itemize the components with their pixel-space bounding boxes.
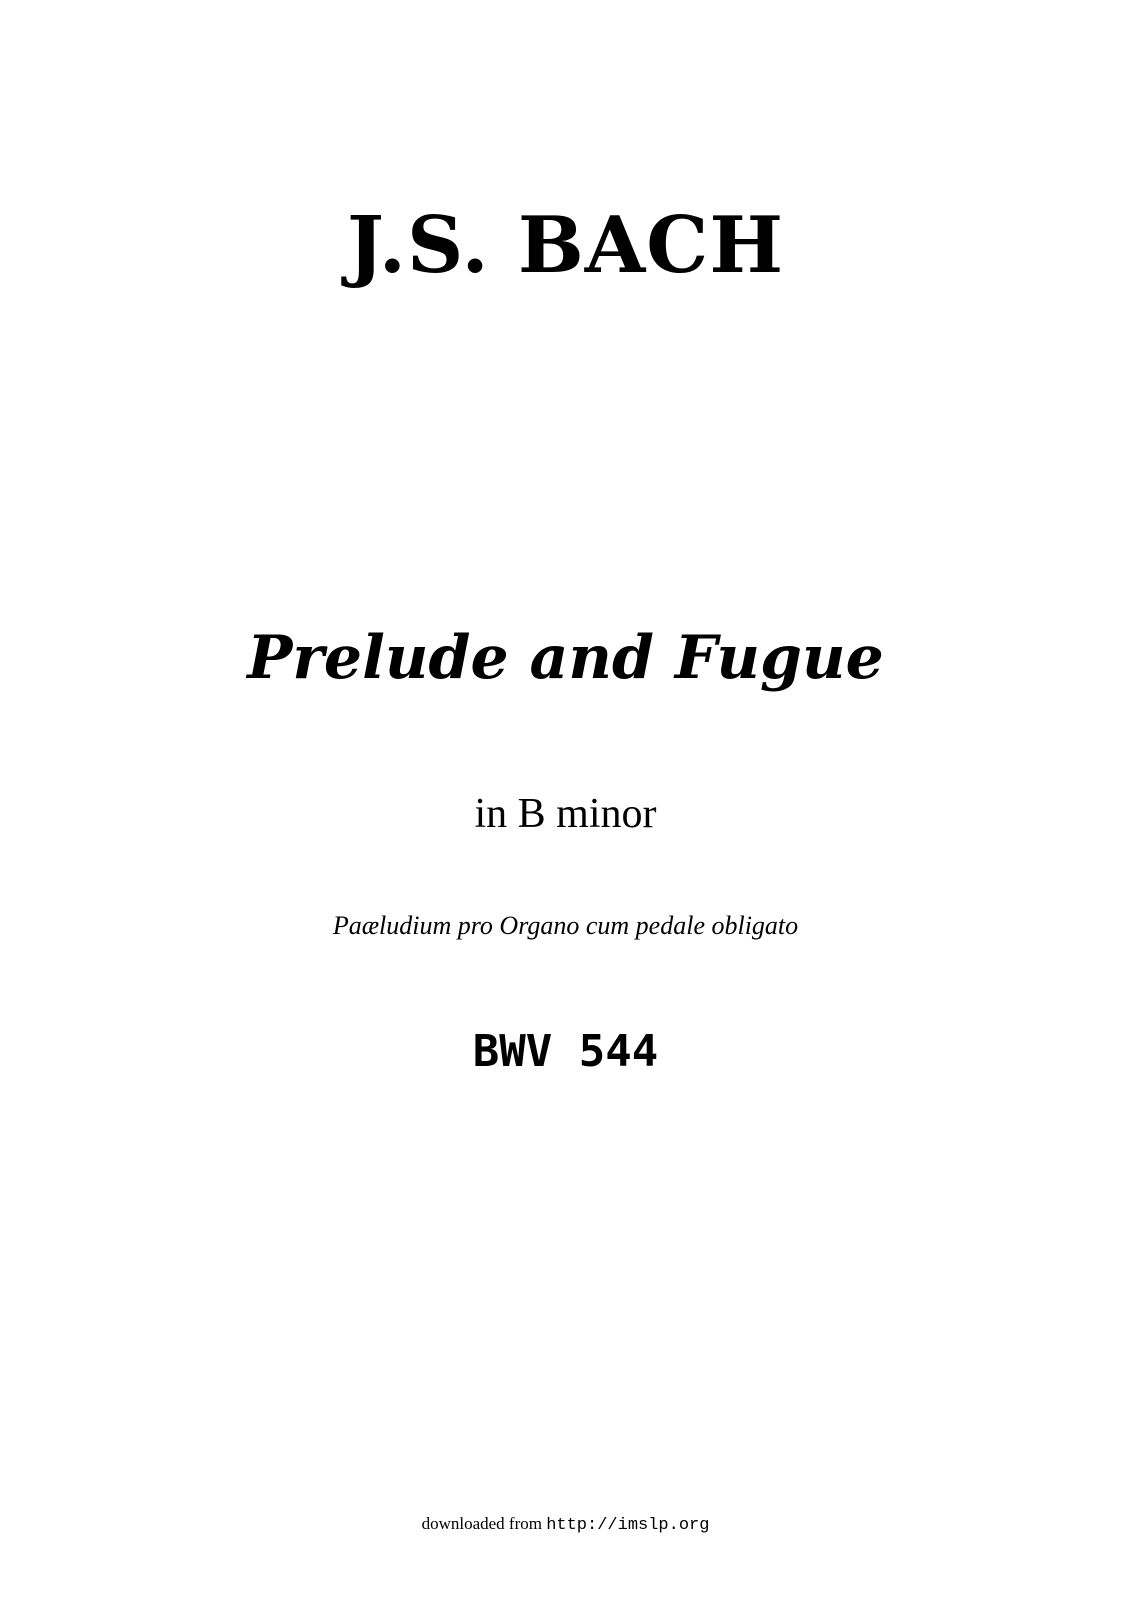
key-signature-text: in B minor (474, 791, 657, 837)
work-subtitle: Paæludium pro Organo cum pedale obligato (332, 911, 799, 940)
work-title: Prelude and Fugue (247, 623, 884, 693)
footer-url[interactable]: http://imslp.org (546, 1516, 710, 1535)
composer-name: J.S. BACH (346, 200, 785, 291)
footer-prefix: downloaded from (421, 1514, 542, 1533)
catalog-number: BWV 544 (472, 1026, 659, 1077)
download-footer (0, 1512, 1131, 1538)
